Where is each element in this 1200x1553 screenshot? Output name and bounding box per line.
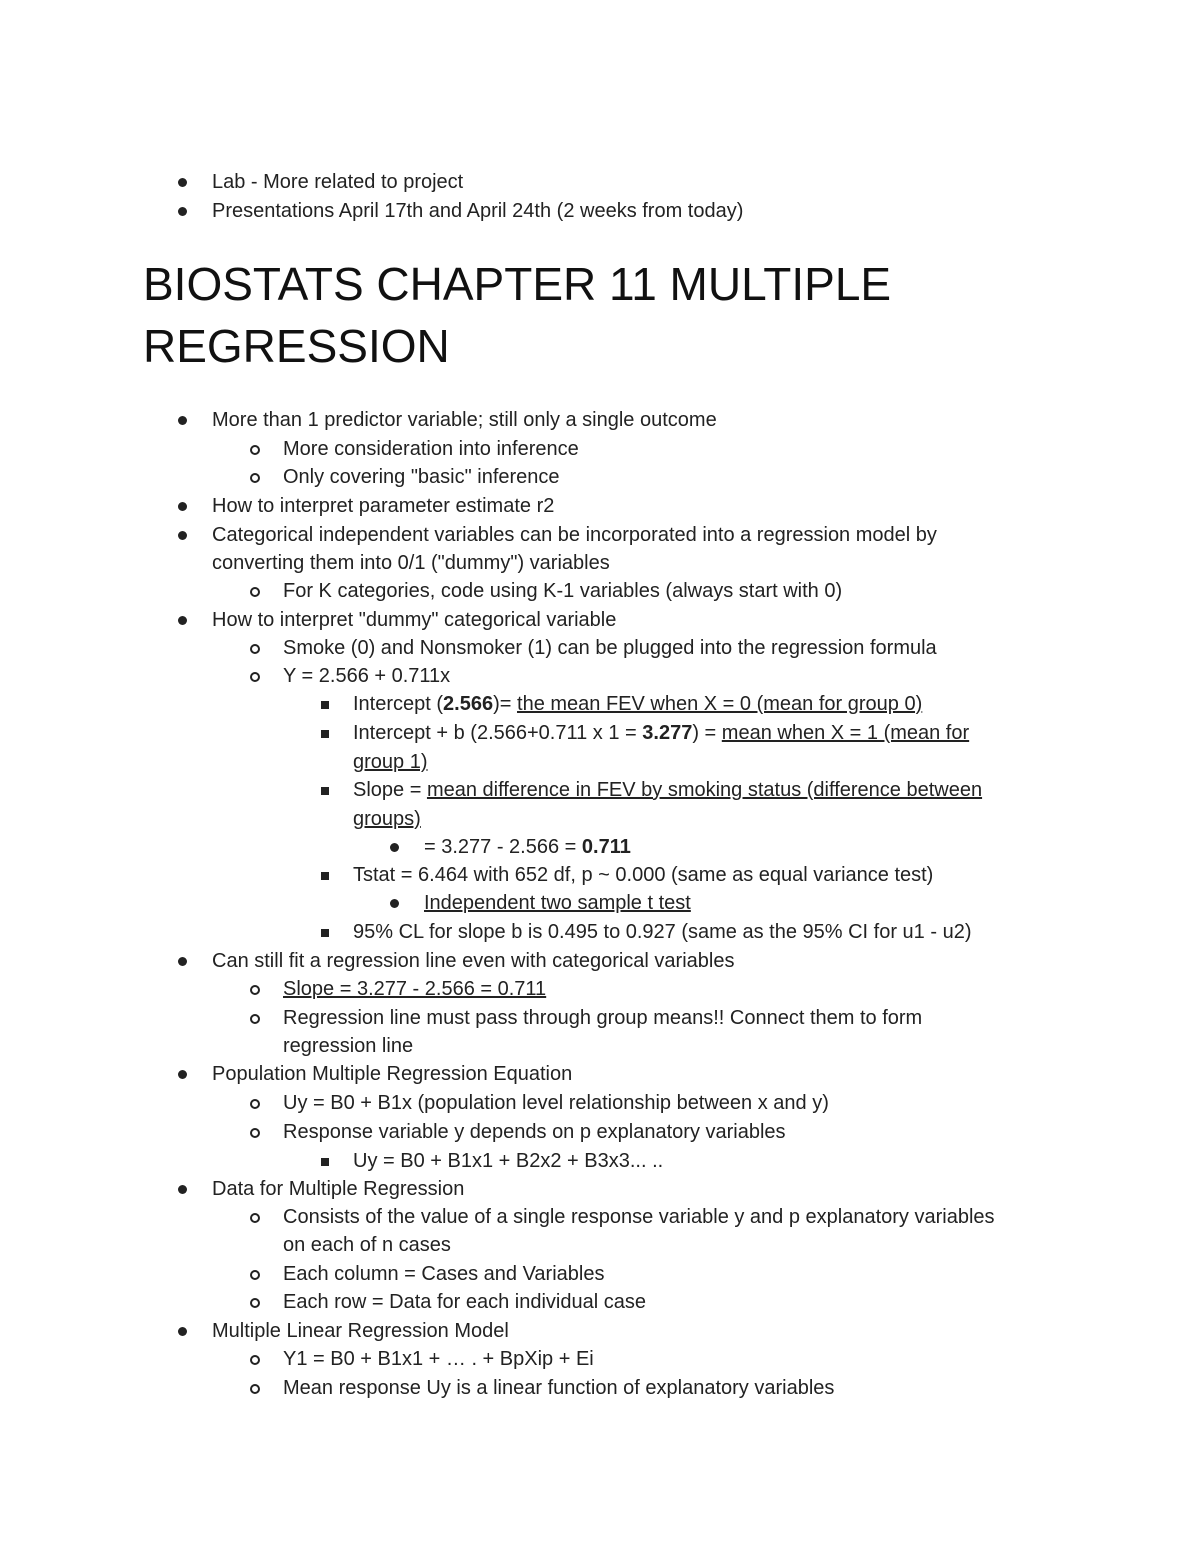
- list-item: [283, 577, 842, 605]
- list-item-continuation: [212, 549, 610, 577]
- list-item: [212, 168, 463, 196]
- list-item: [353, 918, 972, 946]
- list-item-text: Y = 2.566 + 0.711x: [283, 665, 451, 687]
- bold-value: 3.277: [642, 722, 693, 744]
- bullet-disc-icon: [178, 1070, 187, 1079]
- bullet-square-icon: [321, 929, 329, 937]
- list-item-text: Multiple Linear Regression Model: [212, 1320, 509, 1342]
- list-item: [212, 947, 734, 975]
- list-item: [283, 662, 450, 690]
- list-item-text: For K categories, code using K-1 variables (always start with 0): [283, 580, 843, 602]
- list-item-continuation: [283, 1032, 413, 1060]
- list-item: [283, 1374, 834, 1402]
- bullet-circle-icon: [250, 644, 260, 654]
- bullet-disc-icon: [390, 843, 399, 852]
- underlined-text: the mean FEV when X = 0 (mean for group 0): [517, 693, 923, 715]
- list-item-text: Y1 = B0 + B1x1 + … . + BpXip + Ei: [283, 1348, 594, 1370]
- list-item-text: Uy = B0 + B1x1 + B2x2 + B3x3... ..: [353, 1150, 664, 1172]
- list-item-text: converting them into 0/1 ("dummy") variables: [212, 552, 610, 574]
- list-item-text: 95% CL for slope b is 0.495 to 0.927 (same as the 95% CI for u1 - u2): [353, 921, 972, 943]
- bullet-circle-icon: [250, 587, 260, 597]
- list-item-text: Each column = Cases and Variables: [283, 1263, 605, 1285]
- list-item-continuation: [353, 805, 421, 833]
- bullet-square-icon: [321, 730, 329, 738]
- list-item: [283, 1260, 604, 1288]
- bullet-square-icon: [321, 787, 329, 795]
- list-item-text: Population Multiple Regression Equation: [212, 1063, 573, 1085]
- list-item-text: Can still fit a regression line even with categorical variables: [212, 950, 735, 972]
- list-item: [212, 492, 554, 520]
- bullet-square-icon: [321, 701, 329, 709]
- list-item: [424, 889, 691, 917]
- list-item-text: = 3.277 - 2.566 =: [424, 836, 582, 858]
- list-item: [424, 833, 631, 861]
- bullet-circle-icon: [250, 985, 260, 995]
- list-item-text: Uy = B0 + B1x (population level relationship between x and y): [283, 1092, 829, 1114]
- underlined-text: Independent two sample t test: [424, 892, 691, 914]
- underlined-text: mean difference in FEV by smoking status (difference between: [426, 779, 983, 801]
- list-item: [212, 606, 616, 634]
- list-item: [353, 776, 982, 804]
- list-item: [212, 197, 743, 225]
- bold-value: 0.711: [581, 836, 631, 858]
- list-item-text: Categorical independent variables can be incorporated into a regression model by: [212, 524, 937, 546]
- bullet-disc-icon: [178, 957, 187, 966]
- list-item-text: Data for Multiple Regression: [212, 1178, 465, 1200]
- list-item: [283, 1089, 829, 1117]
- bullet-circle-icon: [250, 1099, 260, 1109]
- list-item-text: Each row = Data for each individual case: [283, 1291, 646, 1313]
- list-item-text: More consideration into inference: [283, 438, 579, 460]
- list-item-text: on each of n cases: [283, 1234, 451, 1256]
- list-item-text: Regression line must pass through group means!! Connect them to form: [283, 1007, 923, 1029]
- underlined-text: Slope = 3.277 - 2.566 = 0.711: [283, 978, 547, 1000]
- list-item: [212, 406, 717, 434]
- bullet-circle-icon: [250, 1298, 260, 1308]
- list-item: [353, 719, 969, 747]
- underlined-text: groups): [353, 808, 421, 830]
- page-title-line-1: BIOSTATS CHAPTER 11 MULTIPLE: [143, 258, 892, 310]
- list-item: [283, 463, 560, 491]
- bold-value: 2.566: [443, 693, 494, 715]
- list-item-text: Consists of the value of a single response variable y and p explanatory variables: [283, 1206, 995, 1228]
- list-item-text: Slope =: [353, 779, 427, 801]
- list-item-text: Lab - More related to project: [212, 171, 464, 193]
- bullet-circle-icon: [250, 473, 260, 483]
- list-item: [283, 975, 546, 1003]
- list-item: [283, 1345, 594, 1373]
- bullet-disc-icon: [178, 1185, 187, 1194]
- bullet-circle-icon: [250, 672, 260, 682]
- list-item-text: Smoke (0) and Nonsmoker (1) can be plugged into the regression formula: [283, 637, 937, 659]
- list-item-text: Intercept (: [353, 693, 444, 715]
- list-item: [212, 1317, 509, 1345]
- list-item: [283, 634, 937, 662]
- list-item: [283, 1203, 995, 1231]
- bullet-circle-icon: [250, 1384, 260, 1394]
- list-item: [353, 690, 922, 718]
- list-item-text: Presentations April 17th and April 24th (2 weeks from today): [212, 200, 744, 222]
- bullet-square-icon: [321, 872, 329, 880]
- list-item-text: Only covering "basic" inference: [283, 466, 560, 488]
- bullet-disc-icon: [178, 502, 187, 511]
- list-item-text: Tstat = 6.464 with 652 df, p ~ 0.000 (same as equal variance test): [353, 864, 934, 886]
- list-item: [212, 1060, 572, 1088]
- underlined-text: group 1): [353, 751, 428, 773]
- list-item-continuation: [353, 748, 428, 776]
- list-item: [212, 521, 937, 549]
- list-item: [212, 1175, 464, 1203]
- bullet-disc-icon: [178, 178, 187, 187]
- bullet-disc-icon: [178, 616, 187, 625]
- page-title-line-2: REGRESSION: [143, 320, 450, 372]
- list-item: [353, 861, 933, 889]
- bullet-circle-icon: [250, 1014, 260, 1024]
- underlined-text: mean when X = 1 (mean for: [721, 722, 970, 744]
- bullet-disc-icon: [178, 1327, 187, 1336]
- bullet-circle-icon: [250, 445, 260, 455]
- bullet-circle-icon: [250, 1128, 260, 1138]
- bullet-square-icon: [321, 1158, 329, 1166]
- list-item-text: Response variable y depends on p explanatory variables: [283, 1121, 786, 1143]
- list-item-text: Intercept + b (2.566+0.711 x 1 =: [353, 722, 643, 744]
- list-item: [353, 1147, 663, 1175]
- bullet-disc-icon: [178, 416, 187, 425]
- list-item-text: ) =: [692, 722, 722, 744]
- list-item-text: Mean response Uy is a linear function of explanatory variables: [283, 1377, 835, 1399]
- list-item-text: regression line: [283, 1035, 414, 1057]
- bullet-circle-icon: [250, 1213, 260, 1223]
- bullet-disc-icon: [178, 531, 187, 540]
- list-item-text: How to interpret parameter estimate r2: [212, 495, 555, 517]
- list-item: [283, 1118, 786, 1146]
- bullet-circle-icon: [250, 1270, 260, 1280]
- bullet-disc-icon: [178, 207, 187, 216]
- list-item: [283, 1004, 922, 1032]
- list-item: [283, 435, 579, 463]
- list-item-continuation: [283, 1231, 451, 1259]
- list-item: [283, 1288, 646, 1316]
- list-item-text: How to interpret "dummy" categorical variable: [212, 609, 617, 631]
- bullet-circle-icon: [250, 1355, 260, 1365]
- list-item-text: )=: [493, 693, 518, 715]
- list-item-text: More than 1 predictor variable; still only a single outcome: [212, 409, 717, 431]
- bullet-disc-icon: [390, 899, 399, 908]
